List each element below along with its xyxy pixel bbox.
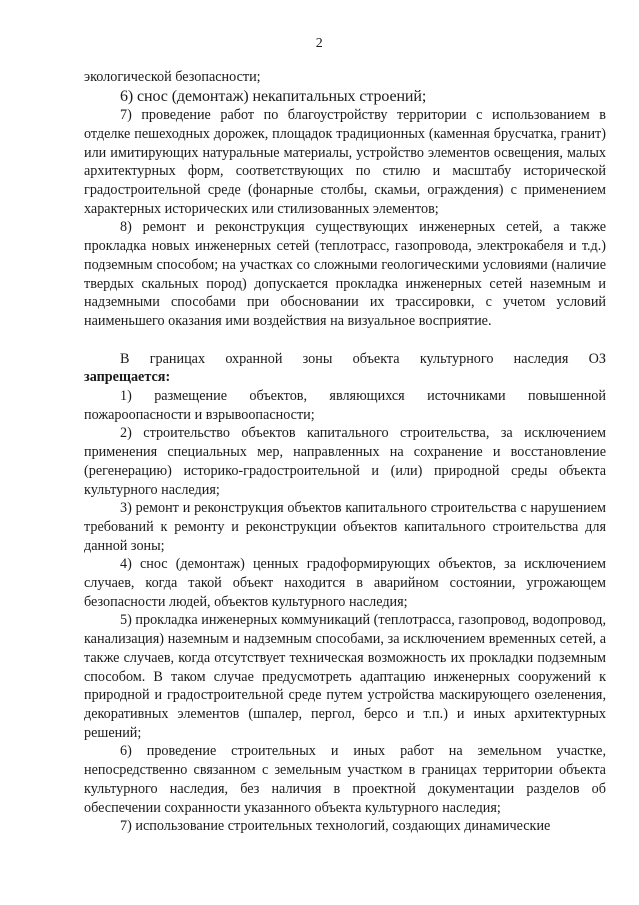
- prohibited-works-section: [84, 350, 606, 836]
- section-intro: В границах охранной зоны объекта культурного наследия ОЗ: [120, 350, 606, 367]
- list-item: 6) проведение строительных и иных работ на земельном участке, непосредственно связанном с земельным участком в границах территории объекта культурного наследия, без наличия в проектной документации разделов об обеспечении сохранности указанного объекта культурного наследия;: [84, 743, 606, 816]
- section-heading: запрещается:: [84, 369, 171, 386]
- list-item: 7) проведение работ по благоустройству территории с использованием в отделке пешеходных дорожек, площадок традиционных (каменная брусчатка, гранит) или имитирующих натуральные материалы, устройство элементов освещения, малых архитектурных форм, соответствующих по стилю и масштабу исторической градостроительной среде (фонарные столбы, скамьи, ограждения) с применением характерных исторических или стилизованных элементов;: [84, 107, 606, 217]
- permitted-works-list: [84, 68, 606, 331]
- paragraph-spacer: [84, 331, 606, 350]
- list-item: 6) снос (демонтаж) некапитальных строений;: [120, 87, 427, 105]
- page-number: 2: [315, 36, 324, 51]
- list-item: 1) размещение объектов, являющихся источниками повышенной пожароопасности и взрывоопасности;: [84, 388, 606, 423]
- list-item: 2) строительство объектов капитального строительства, за исключением применения специальных мер, направленных на сохранение и восстановление (регенерацию) историко-градостроительной и (или) природной среды объекта культурного наследия;: [84, 425, 606, 498]
- document-body: [84, 68, 606, 836]
- list-item: 4) снос (демонтаж) ценных градоформирующих объектов, за исключением случаев, когда такой объект находится в аварийном состоянии, угрожающем безопасности людей, объектов культурного наследия;: [84, 556, 606, 610]
- list-item: 8) ремонт и реконструкция существующих инженерных сетей, а также прокладка новых инженерных сетей (теплотрасс, газопровода, электрокабеля и т.д.) подземным способом; на участках со сложными геологическими условиями (наличие твердых скальных пород) допускается прокладка инженерных сетей наземным и надземными способами при обосновании их трассировки, с учетом условий наименьшего оказания ими воздействия на визуальное восприятие.: [84, 219, 606, 329]
- list-item: 3) ремонт и реконструкция объектов капитального строительства с нарушением требований к ремонту и реконструкции объектов капитального строительства для данной зоны;: [84, 500, 606, 554]
- list-item: 7) использование строительных технологий, создающих динамические: [120, 818, 551, 835]
- list-item: 5) прокладка инженерных коммуникаций (теплотрасса, газопровод, водопровод, канализация) наземным и надземным способами, за исключением временных сетей, а также случаев, когда отсутствует техническая возможность их прокладки подземным способом. В таком случае предусмотреть адаптацию инженерных сооружений к природной и градостроительной среде путем устройства маскирующего озеленения, декоративных элементов (шпалер, пергол, берсо и т.п.) и иных архитектурных решений;: [84, 612, 606, 741]
- list-item: экологической безопасности;: [84, 69, 261, 85]
